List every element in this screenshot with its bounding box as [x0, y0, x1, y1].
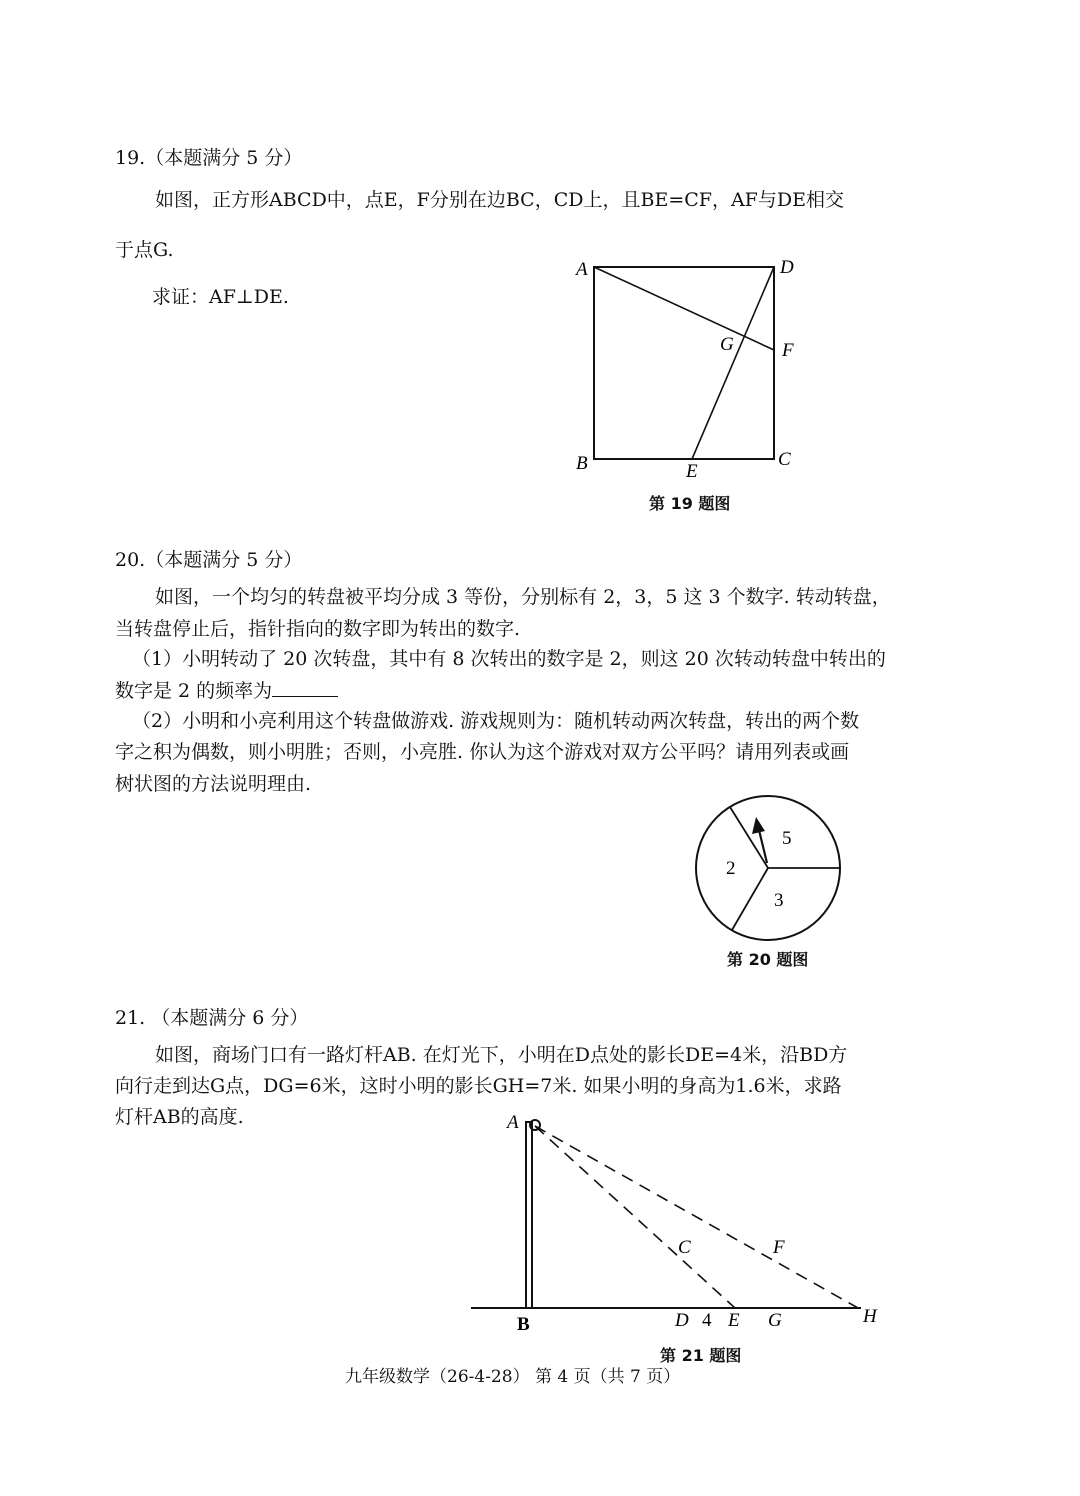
label-f: F	[773, 1237, 785, 1258]
square-abcd	[594, 267, 774, 459]
label-a: A	[507, 1112, 519, 1133]
q21-statement-line3: 灯杆AB的高度.	[115, 1106, 244, 1128]
q19-caption: 第 19 题图	[649, 494, 731, 513]
q20-part1-line1: （1）小明转动了 20 次转盘，其中有 8 次转出的数字是 2，则这 20 次转动转盘中转出的	[132, 648, 886, 670]
ray-a-to-h	[535, 1126, 858, 1308]
label-e: E	[728, 1310, 740, 1331]
q21-header: 21. （本题满分 6 分）	[115, 1007, 309, 1029]
q21-statement-line2: 向行走到达G点，DG=6米，这时小明的影长GH=7米. 如果小明的身高为1.6米，求路	[115, 1075, 842, 1097]
q19-prove: 求证：AF⊥DE.	[152, 286, 289, 308]
q20-spinner	[690, 790, 850, 950]
divider-3	[732, 868, 768, 930]
label-a: A	[576, 259, 588, 280]
label-f: F	[782, 340, 794, 361]
label-c: C	[778, 449, 791, 470]
q19-statement-line1: 如图，正方形ABCD中，点E，F分别在边BC，CD上，且BE=CF，AF与DE相交	[155, 189, 844, 211]
label-d: D	[675, 1310, 689, 1331]
answer-blank[interactable]	[272, 678, 338, 697]
q20-part1-line2	[115, 676, 338, 706]
label-h: H	[863, 1306, 877, 1327]
label-g: G	[720, 334, 734, 355]
q20-header: 20.（本题满分 5 分）	[115, 549, 303, 571]
pointer-arrow-head	[752, 817, 765, 834]
pointer-arrow-shaft	[759, 830, 767, 863]
label-b: B	[517, 1314, 530, 1335]
label-g: G	[768, 1310, 782, 1331]
label-b: B	[576, 453, 588, 474]
page-footer: 九年级数学（26-4-28） 第 4 页（共 7 页）	[345, 1367, 681, 1387]
divider-1	[730, 807, 768, 868]
q20-part2-line2: 字之积为偶数，则小明胜；否则，小亮胜. 你认为这个游戏对双方公平吗？请用列表或画	[115, 741, 850, 763]
label-d: D	[780, 257, 794, 278]
lamp-post-ab	[526, 1122, 532, 1308]
sector-3: 3	[774, 890, 784, 911]
q20-statement-line1: 如图，一个均匀的转盘被平均分成 3 等份，分别标有 2，3，5 这 3 个数字. 转动转盘，	[155, 586, 891, 608]
q20-caption: 第 20 题图	[727, 950, 809, 969]
label-e: E	[686, 461, 698, 482]
q19-header: 19.（本题满分 5 分）	[115, 147, 303, 169]
sector-2: 2	[726, 858, 736, 879]
label-c: C	[678, 1237, 691, 1258]
q20-part1-text: 数字是 2 的频率为	[115, 680, 273, 702]
ray-a-to-e	[535, 1126, 735, 1308]
segment-af	[594, 267, 774, 350]
q21-statement-line1: 如图，商场门口有一路灯杆AB. 在灯光下，小明在D点处的影长DE=4米，沿BD方	[155, 1044, 848, 1066]
q19-statement-line2: 于点G.	[115, 239, 174, 261]
label-de-length: 4	[702, 1310, 712, 1331]
q20-part2-line3: 树状图的方法说明理由.	[115, 773, 312, 795]
q20-part2-line1: （2）小明和小亮利用这个转盘做游戏. 游戏规则为：随机转动两次转盘，转出的两个数	[132, 710, 860, 732]
q19-figure	[570, 255, 810, 495]
segment-de	[692, 267, 774, 459]
q21-figure	[465, 1108, 885, 1338]
q20-statement-line2: 当转盘停止后，指针指向的数字即为转出的数字.	[115, 618, 521, 640]
sector-5: 5	[782, 828, 792, 849]
q21-caption: 第 21 题图	[660, 1346, 742, 1365]
